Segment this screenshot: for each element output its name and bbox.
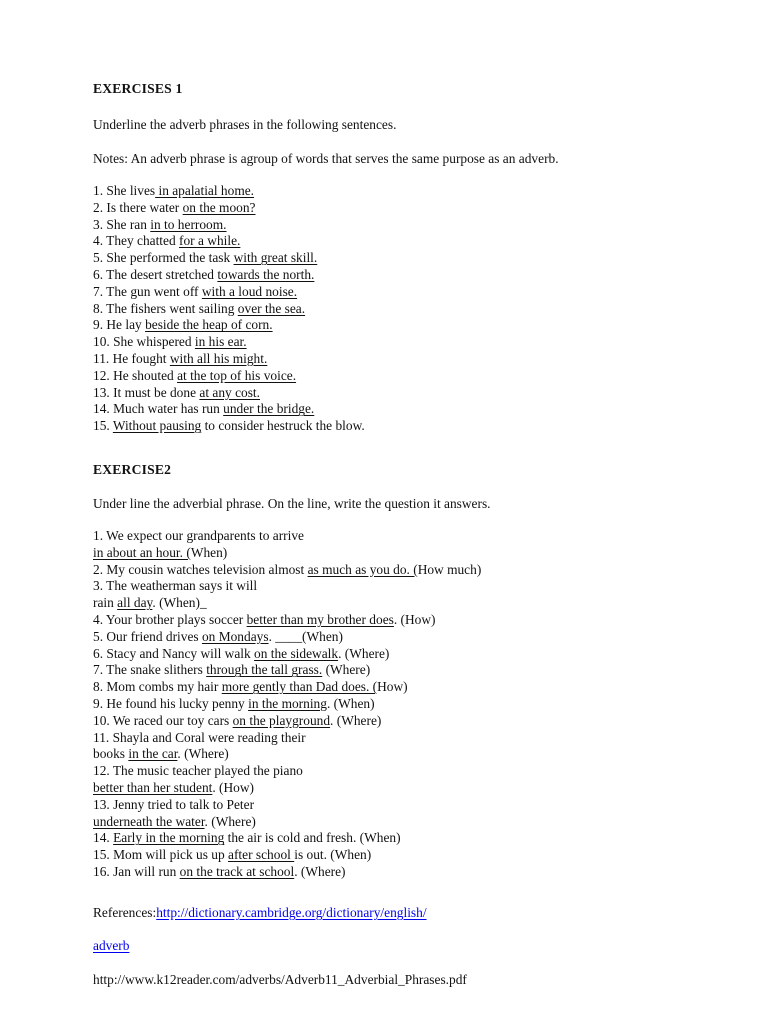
sentence-text: 2. My cousin watches television almost (93, 561, 308, 577)
exercise1-item (93, 368, 365, 385)
sentence-text: 4. They chatted (93, 233, 180, 249)
sentence-text: . (How) (212, 779, 255, 795)
sentence-text: 3. She ran (93, 216, 151, 232)
sentence-text: 9. He found his lucky penny (93, 695, 249, 711)
exercise2-instruction: Under line the adverbial phrase. On the line, write the question it answers. (93, 496, 491, 511)
exercise2-line (93, 847, 481, 864)
sentence-text: 8. Mom combs my hair (93, 679, 222, 695)
sentence-text: 6. The desert stretched (93, 266, 218, 282)
adverb-phrase: on the playground (232, 712, 331, 728)
adverb-phrase: more gently than Dad does. ( (221, 679, 378, 695)
adverb-phrase: in the car (128, 746, 178, 762)
exercise1-item (93, 418, 365, 435)
adverb-phrase: on the sidewalk (254, 645, 339, 661)
exercise2-line (93, 578, 481, 595)
sentence-text: . (Where) (330, 712, 382, 728)
sentence-text: 2. Is there water (93, 199, 183, 215)
sentence-text: How) (377, 679, 408, 695)
exercise1-item (93, 317, 365, 334)
sentence-text: When) (190, 544, 228, 560)
sentence-text: 14. (93, 830, 114, 846)
exercise1-item (93, 334, 365, 351)
exercise2-line (93, 629, 481, 646)
sentence-text: . (Where) (294, 863, 346, 879)
sentence-text: to consider hestruck the blow. (201, 418, 365, 434)
exercise1-list (93, 183, 365, 435)
sentence-text: 14. Much water has run (93, 401, 224, 417)
sentence-text: (Where) (322, 662, 371, 678)
sentence-text: 15. Mom will pick us up (93, 847, 229, 863)
exercise1-item (93, 284, 365, 301)
sentence-text: . (How) (393, 611, 436, 627)
adverb-phrase: Early in the morning (113, 830, 225, 846)
sentence-text: books (93, 746, 129, 762)
references-label: References: (93, 905, 157, 920)
sentence-text: rain (93, 595, 118, 611)
exercise1-item (93, 401, 365, 418)
adverb-phrase: on the track at school (179, 863, 295, 879)
adverb-phrase: on Mondays (201, 628, 269, 644)
sentence-text: How much) (417, 561, 482, 577)
exercise2-line (93, 746, 481, 763)
exercise2-line (93, 612, 481, 629)
sentence-text: 5. She performed the task (93, 250, 234, 266)
exercise2-title: EXERCISE2 (93, 462, 172, 477)
adverb-phrase: after school (228, 847, 295, 863)
adverb-phrase: beside the heap of corn. (145, 317, 273, 333)
sentence-text: 3. The weatherman says it will (93, 578, 258, 594)
sentence-text: 16. Jan will run (93, 863, 180, 879)
exercise1-item (93, 200, 365, 217)
exercise2-line (93, 528, 481, 545)
sentence-text: 11. He fought (93, 350, 170, 366)
sentence-text: 7. The snake slithers (93, 662, 207, 678)
exercise1-title: EXERCISES 1 (93, 81, 183, 96)
adverb-phrase: underneath the water (93, 813, 205, 829)
exercise2-line (93, 730, 481, 747)
sentence-text: . (When)_ (152, 595, 207, 611)
sentence-text: 11. Shayla and Coral were reading their (93, 729, 306, 745)
sentence-text: 5. Our friend drives (93, 628, 202, 644)
adverb-link-line (93, 938, 129, 954)
exercise2-line (93, 646, 481, 663)
adverb-phrase: as much as you do. ( (307, 561, 418, 577)
adverb-phrase: in to herroom. (150, 216, 227, 232)
exercise2-line (93, 713, 481, 730)
exercise2-line (93, 830, 481, 847)
exercise2-line (93, 679, 481, 696)
sentence-text: 10. We raced our toy cars (93, 712, 233, 728)
exercise1-item (93, 301, 365, 318)
sentence-text: 1. She lives (93, 183, 156, 198)
exercise1-instruction: Underline the adverb phrases in the following sentences. (93, 117, 397, 132)
adverb-phrase: for a while. (179, 233, 241, 249)
sentence-text: 1. We expect our grandparents to arrive (93, 528, 304, 543)
exercise2-line (93, 595, 481, 612)
cambridge-dictionary-link[interactable]: http://dictionary.cambridge.org/dictionary/english/ (156, 905, 427, 920)
adverb-phrase: in apalatial home. (155, 183, 255, 198)
adverb-phrase: with a loud noise. (201, 283, 298, 299)
sentence-text: 8. The fishers went sailing (93, 300, 238, 316)
adverb-phrase: in about an hour. ( (93, 544, 191, 560)
exercise2-list (93, 528, 481, 881)
adverb-link[interactable]: adverb (93, 938, 130, 953)
sentence-text: is out. (When) (294, 847, 372, 863)
adverb-phrase: over the sea. (237, 300, 306, 316)
sentence-text: . (Where) (204, 813, 256, 829)
sentence-text: 13. Jenny tried to talk to Peter (93, 796, 255, 812)
exercise1-item (93, 267, 365, 284)
exercise1-item (93, 351, 365, 368)
sentence-text: 10. She whispered (93, 334, 195, 350)
adverb-phrase: with great skill. (233, 250, 318, 266)
sentence-text: 4. Your brother plays soccer (93, 611, 247, 627)
adverb-phrase: better than her student (93, 779, 213, 795)
exercise2-line (93, 662, 481, 679)
sentence-text: 13. It must be done (93, 384, 200, 400)
sentence-text: the air is cold and fresh. (When) (224, 830, 401, 846)
adverb-phrase: all day (117, 595, 153, 611)
sentence-text: . (Where) (338, 645, 390, 661)
sentence-text: 12. The music teacher played the piano (93, 763, 303, 779)
sentence-text: . (Where) (177, 746, 229, 762)
adverb-phrase: better than my brother does (246, 611, 394, 627)
references-line (93, 905, 427, 921)
exercise2-line (93, 797, 481, 814)
exercise2-line (93, 562, 481, 579)
adverb-phrase: towards the north. (217, 266, 315, 282)
exercise1-item (93, 183, 365, 200)
exercise2-line (93, 864, 481, 881)
exercise1-item (93, 233, 365, 250)
exercise2-line (93, 814, 481, 831)
sentence-text: 9. He lay (93, 317, 146, 333)
exercise1-notes: Notes: An adverb phrase is agroup of words that serves the same purpose as an adverb. (93, 151, 559, 166)
adverb-phrase: Without pausing (112, 418, 202, 434)
exercise1-item (93, 250, 365, 267)
exercise2-line (93, 780, 481, 797)
exercise1-item (93, 217, 365, 234)
exercise2-line (93, 696, 481, 713)
adverb-phrase: on the moon? (182, 199, 256, 215)
adverb-phrase: under the bridge. (223, 401, 315, 417)
exercise2-line (93, 545, 481, 562)
adverb-phrase: in the morning (248, 695, 327, 711)
k12reader-url: http://www.k12reader.com/adverbs/Adverb11_Adverbial_Phrases.pdf (93, 972, 467, 987)
adverb-phrase: in his ear. (194, 334, 247, 350)
sentence-text: . (When) (326, 695, 375, 711)
exercise1-item (93, 385, 365, 402)
sentence-text: 6. Stacy and Nancy will walk (93, 645, 255, 661)
adverb-phrase: with all his might. (169, 350, 268, 366)
adverb-phrase: at any cost. (199, 384, 260, 400)
exercise2-line (93, 763, 481, 780)
sentence-text: 12. He shouted (93, 367, 178, 383)
sentence-text: 7. The gun went off (93, 283, 202, 299)
sentence-text: 15. (93, 418, 113, 434)
sentence-text: . ____(When) (268, 628, 343, 644)
adverb-phrase: at the top of his voice. (177, 367, 297, 383)
adverb-phrase: through the tall grass. (206, 662, 323, 678)
